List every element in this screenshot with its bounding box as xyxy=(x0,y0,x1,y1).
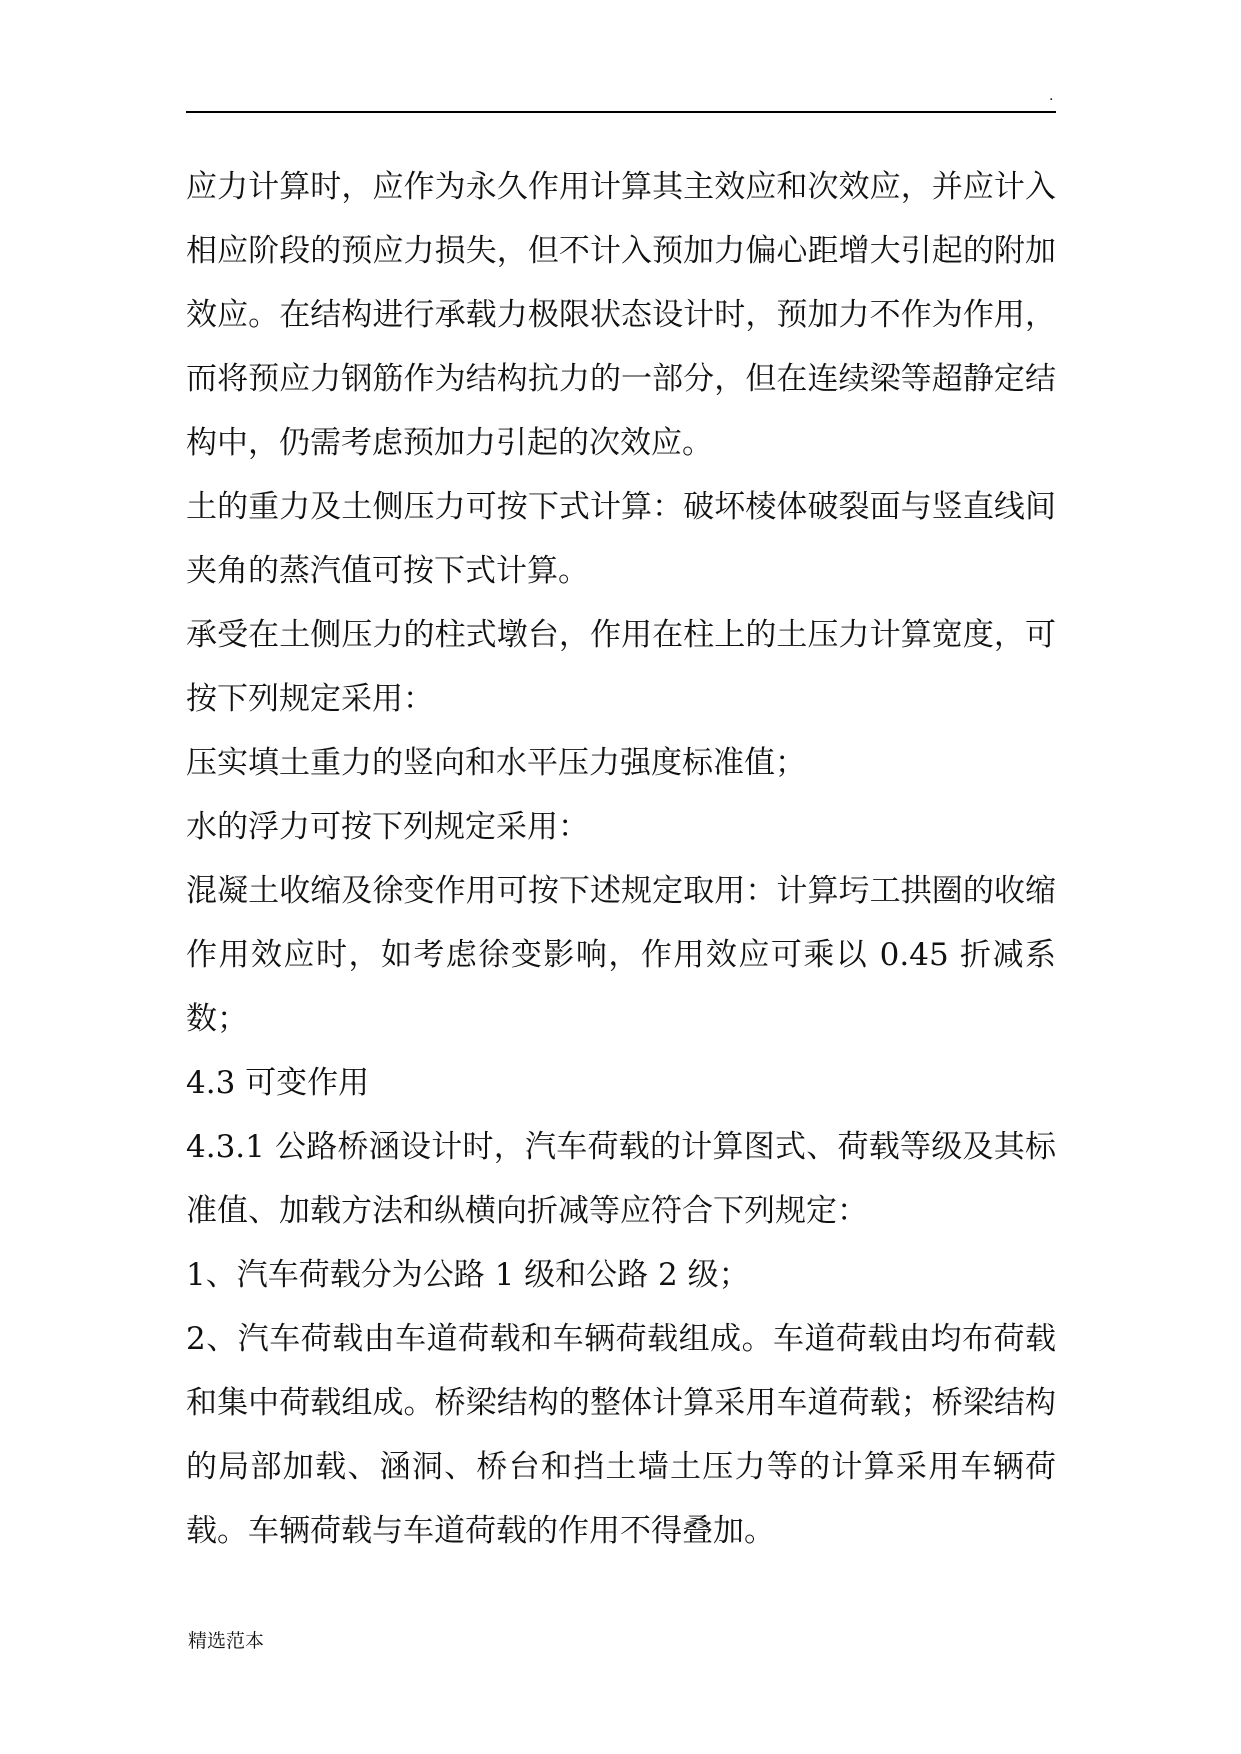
document-body xyxy=(186,155,1056,1563)
paragraph-soil-gravity: 土的重力及土侧压力可按下式计算：破坏棱体破裂面与竖直线间夹角的蒸汽值可按下式计算。 xyxy=(186,489,1056,589)
section-heading-4-3: 4.3 可变作用 xyxy=(186,1065,370,1101)
paragraph-buoyancy: 水的浮力可按下列规定采用： xyxy=(186,809,589,845)
paragraph-prestress: 应力计算时，应作为永久作用计算其主效应和次效应，并应计入相应阶段的预应力损失，但不计入预加力偏心距增大引起的附加效应。在结构进行承载力极限状态设计时，预加力不作为作用，而将预应力钢筋作为结构抗力的一部分，但在连续梁等超静定结构中，仍需考虑预加力引起的次效应。 xyxy=(186,169,1056,461)
paragraph-column-pier: 承受在土侧压力的柱式墩台，作用在柱上的土压力计算宽度，可按下列规定采用： xyxy=(186,617,1056,717)
footer-text: 精选范本 xyxy=(188,1630,265,1652)
paragraph-shrinkage-creep: 混凝土收缩及徐变作用可按下述规定取用：计算圬工拱圈的收缩作用效应时，如考虑徐变影响，作用效应可乘以 0.45 折减系数； xyxy=(186,873,1056,1037)
paragraph-compacted-fill: 压实填土重力的竖向和水平压力强度标准值； xyxy=(186,745,806,781)
paragraph-4-3-1: 4.3.1 公路桥涵设计时，汽车荷载的计算图式、荷载等级及其标准值、加载方法和纵横向折减等应符合下列规定： xyxy=(186,1129,1056,1229)
header-mark: . xyxy=(1049,88,1054,104)
header-rule xyxy=(186,111,1056,113)
list-item-1: 1、汽车荷载分为公路 1 级和公路 2 级； xyxy=(186,1257,750,1293)
list-item-2: 2、汽车荷载由车道荷载和车辆荷载组成。车道荷载由均布荷载和集中荷载组成。桥梁结构的整体计算采用车道荷载；桥梁结构的局部加载、涵洞、桥台和挡土墙土压力等的计算采用车辆荷载。车辆荷载与车道荷载的作用不得叠加。 xyxy=(186,1321,1056,1549)
